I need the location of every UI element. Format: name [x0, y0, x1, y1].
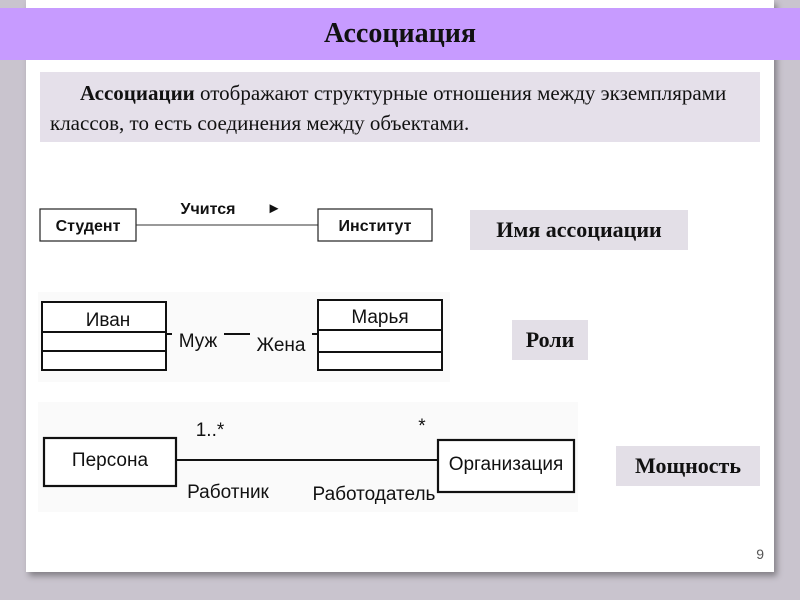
class-name-organization: Организация	[448, 454, 564, 475]
label-multiplicity: Мощность	[616, 446, 760, 486]
association-name-text: Учится	[180, 201, 236, 218]
intro-text: отображают структурные отношения между экземплярами классов, то есть соединения между объектами.	[50, 81, 727, 135]
multiplicity-left: 1..*	[195, 420, 225, 441]
class-name-ivan: Иван	[85, 310, 131, 331]
direction-arrow-icon: ►	[266, 200, 282, 217]
intro-text-box	[40, 72, 760, 142]
multiplicity-diagram	[38, 402, 578, 512]
roles-diagram	[38, 292, 450, 382]
role-husband: Муж	[178, 331, 218, 352]
class-name-student: Студент	[55, 218, 121, 235]
role-employee: Работник	[187, 482, 269, 503]
label-roles: Роли	[512, 320, 588, 360]
title-bar	[0, 8, 800, 60]
class-name-marya: Марья	[351, 307, 409, 328]
association-name-diagram	[38, 190, 438, 250]
multiplicity-right: *	[418, 416, 426, 437]
intro-bold-term: Ассоциации	[80, 81, 195, 105]
slide-title: Ассоциация	[323, 18, 477, 49]
class-name-institute: Институт	[338, 218, 412, 235]
page-number: 9	[756, 546, 764, 562]
role-wife: Жена	[256, 335, 306, 356]
role-employer: Работодатель	[312, 484, 436, 505]
label-association-name: Имя ассоциации	[470, 210, 688, 250]
class-name-person: Персона	[71, 450, 149, 471]
